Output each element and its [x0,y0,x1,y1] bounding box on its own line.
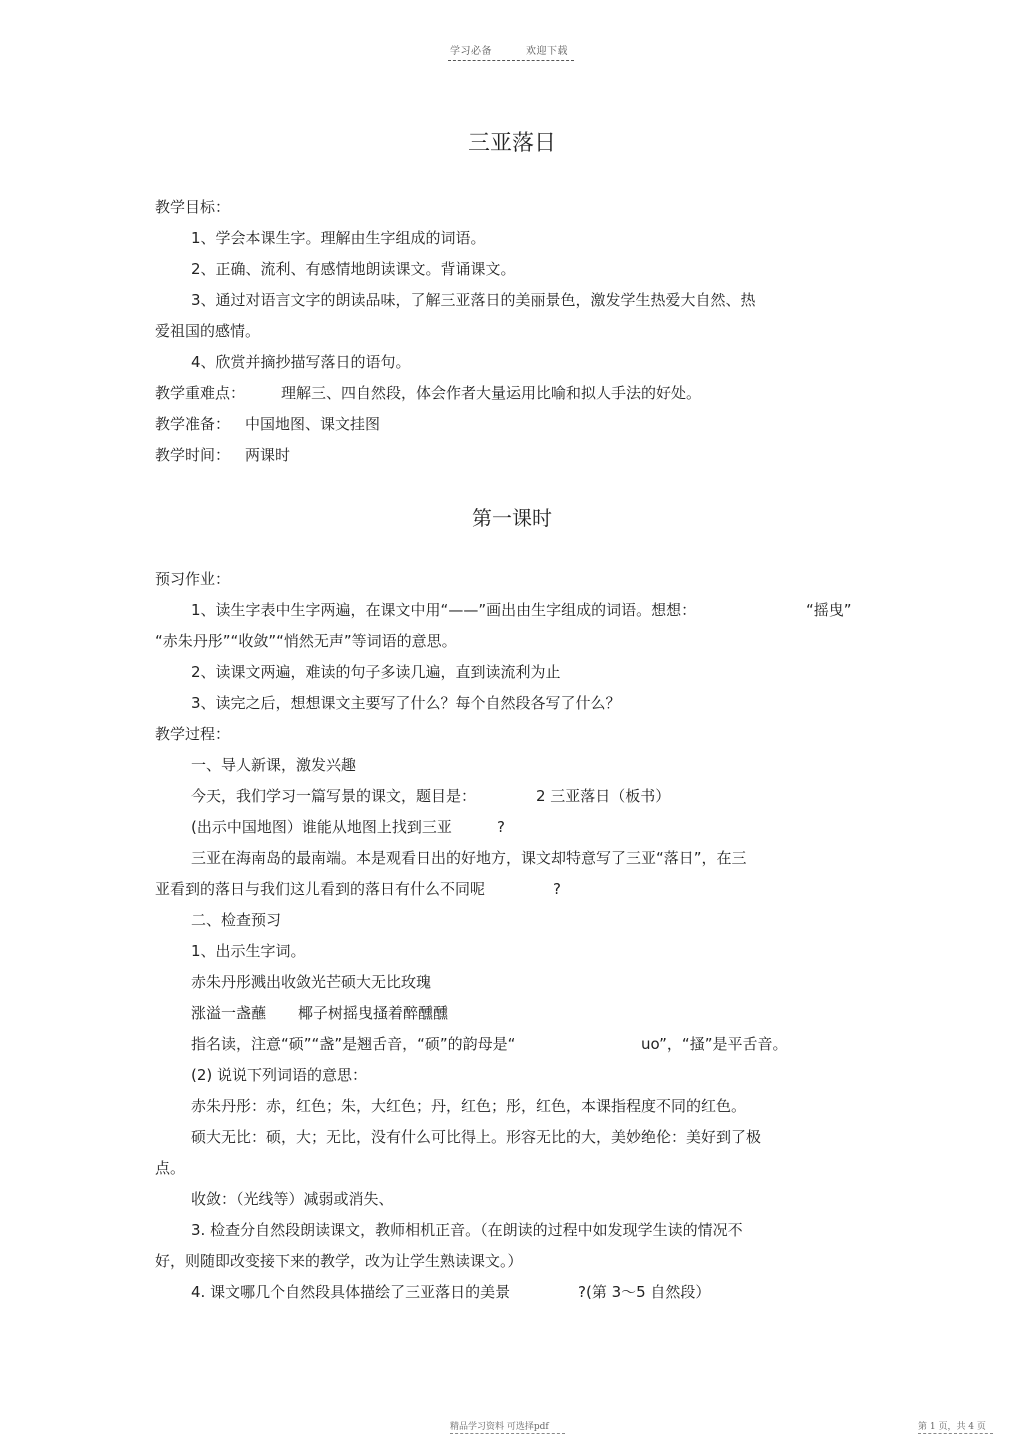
difficulty-text: 理解三、四自然段，体会作者大量运用比喻和拟人手法的好处。 [281,384,702,402]
question-4: 4. 课文哪几个自然段具体描绘了三亚落日的美景 [191,1283,511,1301]
prep-row [155,414,380,434]
process-map-question: ? [497,818,505,836]
time-label: 教学时间： [155,446,231,464]
homework-item-1-cont: “赤朱丹彤”“收敛”“悄然无声”等词语的意思。 [155,632,457,650]
header-right-text: 欢迎下载 [526,46,568,57]
pronunciation: 指名读，注意“硕”“盏”是翘舌音，“硕”的韵母是“ [191,1035,516,1053]
goal-item-3: 3、通过对语言文字的朗读品味，了解三亚落日的美丽景色，激发学生热爱大自然、热 [191,291,756,309]
process-map: (出示中国地图）谁能从地图上找到三亚 [191,818,452,836]
definition-2: 硕大无比：硕，大；无比，没有什么可比得上。形容无比的大，美妙绝伦：美好到了极 [191,1128,762,1146]
word-list-2-b: 椰子树摇曳搔着醉醺醺 [298,1004,449,1022]
definition-1: 赤朱丹彤：赤，红色；朱，大红色；丹，红色；彤，红色，本课指程度不同的红色。 [191,1097,747,1115]
process-sanya: 三亚在海南岛的最南端。本是观看日出的好地方，课文却特意写了三亚“落日”，在三 [191,849,747,867]
prep-label: 教学准备： [155,415,231,433]
footer-page-number: 第 1 页，共 4 页 [918,1422,986,1432]
word-list-2-a: 涨溢一盏蘸 [191,1004,267,1022]
page-header [450,42,568,57]
goal-item-4: 4、欣赏并摘抄描写落日的语句。 [191,353,411,371]
prep-text: 中国地图、课文挂图 [245,415,381,433]
goal-item-1: 1、学会本课生字。理解由生字组成的词语。 [191,229,486,247]
process-step-2: 二、检查预习 [191,911,282,929]
check-reading-cont: 好，则随即改变接下来的教学，改为让学生熟读课文。） [155,1252,523,1270]
process-today: 今天，我们学习一篇写景的课文，题目是： [191,787,477,805]
homework-item-3: 3、读完之后，想想课文主要写了什么？每个自然段各写了什么？ [191,694,621,712]
document-title: 三亚落日 [467,131,556,156]
show-words: 1、出示生字词。 [191,942,306,960]
homework-item-1-word: “摇曳” [806,601,852,619]
homework-item-2: 2、读课文两遍，难读的句子多读几遍，直到读流利为止 [191,663,561,681]
meaning-heading: (2) 说说下列词语的意思： [191,1066,368,1084]
process-step-1: 一、导人新课，激发兴趣 [191,756,357,774]
footer-right-divider [918,1433,993,1434]
header-divider [448,60,574,61]
difficulty-label: 教学重难点： [155,384,246,402]
process-label: 教学过程： [155,725,231,743]
difficulty-row [155,383,701,403]
footer-center-text: 精品学习资料 可选择pdf [450,1422,549,1432]
goal-item-3-cont: 爱祖国的感情。 [155,322,261,340]
header-left-text: 学习必备 [450,46,492,57]
word-list-1: 赤朱丹彤溅出收敛光芒硕大无比玫瑰 [191,973,432,991]
definition-2-cont: 点。 [155,1159,186,1177]
process-sanya-question: ? [553,880,561,898]
process-sanya-cont: 亚看到的落日与我们这儿看到的落日有什么不同呢 [155,880,486,898]
definition-3: 收敛：（光线等）减弱或消失、 [191,1190,394,1208]
question-4-answer: ?(第 3～5 自然段） [578,1283,711,1301]
time-row [155,445,290,465]
homework-label: 预习作业： [155,570,231,588]
section-heading: 第一课时 [472,506,552,530]
goals-label: 教学目标： [155,198,231,216]
process-today-title: 2 三亚落日（板书） [536,787,671,805]
footer-center-divider [450,1433,565,1434]
homework-item-1: 1、读生字表中生字两遍，在课文中用“——”画出由生字组成的词语。想想： [191,601,697,619]
check-reading: 3. 检查分自然段朗读课文，教师相机正音。（在朗读的过程中如发现学生读的情况不 [191,1221,743,1239]
pronunciation-cont: uo”，“搔”是平舌音。 [641,1035,788,1053]
time-text: 两课时 [245,446,291,464]
goal-item-2: 2、正确、流利、有感情地朗读课文。背诵课文。 [191,260,516,278]
word-list-2 [191,1003,448,1023]
